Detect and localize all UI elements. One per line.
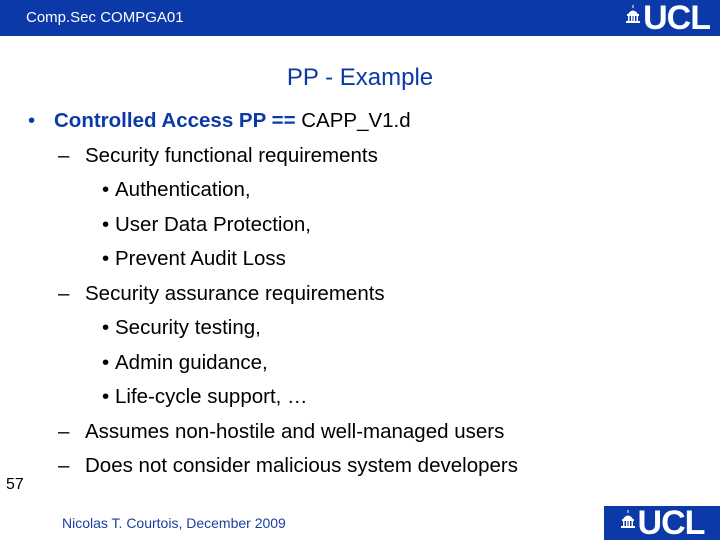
main-bullet-bold: Controlled Access PP ==: [54, 109, 296, 132]
sub-item-label: Security functional requirements: [85, 143, 378, 167]
sub-item-label: Security assurance requirements: [85, 281, 385, 305]
ucl-logo-text: UCL: [643, 0, 710, 37]
bullet-icon: •: [102, 385, 110, 408]
ucl-logo-text: UCL: [637, 504, 705, 542]
bullet-icon: •: [102, 178, 110, 201]
dome-icon: [620, 510, 636, 528]
header-bar: [0, 0, 720, 36]
dash-icon: –: [58, 281, 70, 305]
ucl-logo-bottom: [604, 506, 720, 540]
list-item: [22, 242, 702, 277]
sub-item-label: Assumes non-hostile and well-managed users: [85, 419, 505, 443]
list-item: [22, 311, 702, 346]
list-item-label: Prevent Audit Loss: [115, 247, 286, 270]
dome-icon: [625, 5, 641, 23]
sub-item-label: Does not consider malicious system developers: [85, 454, 518, 477]
list-item-label: Security testing,: [115, 316, 261, 339]
list-item-label: Admin guidance,: [115, 350, 268, 374]
sub-item-functional: [22, 139, 702, 174]
list-item-label: Authentication,: [115, 178, 251, 201]
dash-icon: –: [58, 454, 70, 477]
bullet-icon: •: [28, 109, 36, 132]
list-item-label: User Data Protection,: [115, 212, 311, 236]
page-number: 57: [6, 476, 24, 493]
main-bullet-rest: CAPP_V1.d: [295, 109, 411, 132]
bullet-icon: •: [102, 247, 110, 270]
bullet-icon: •: [102, 350, 110, 374]
dash-icon: –: [58, 143, 70, 167]
dash-icon: –: [58, 419, 70, 443]
list-item: [22, 173, 702, 208]
course-code: Comp.Sec COMPGA01: [26, 9, 184, 26]
sub-item-not-consider: [22, 449, 702, 484]
list-item: [22, 208, 702, 243]
footer-author: Nicolas T. Courtois, December 2009: [62, 515, 286, 531]
list-item-label: Life-cycle support, …: [115, 385, 308, 408]
list-item: [22, 380, 702, 415]
ucl-logo-top: [625, 0, 710, 37]
sub-item-assumes: [22, 415, 702, 450]
main-bullet: [22, 104, 702, 139]
slide-content: [22, 104, 702, 484]
bullet-icon: •: [102, 212, 110, 236]
sub-item-assurance: [22, 277, 702, 312]
list-item: [22, 346, 702, 381]
slide-title: PP - Example: [286, 64, 434, 91]
bullet-icon: •: [102, 316, 110, 339]
